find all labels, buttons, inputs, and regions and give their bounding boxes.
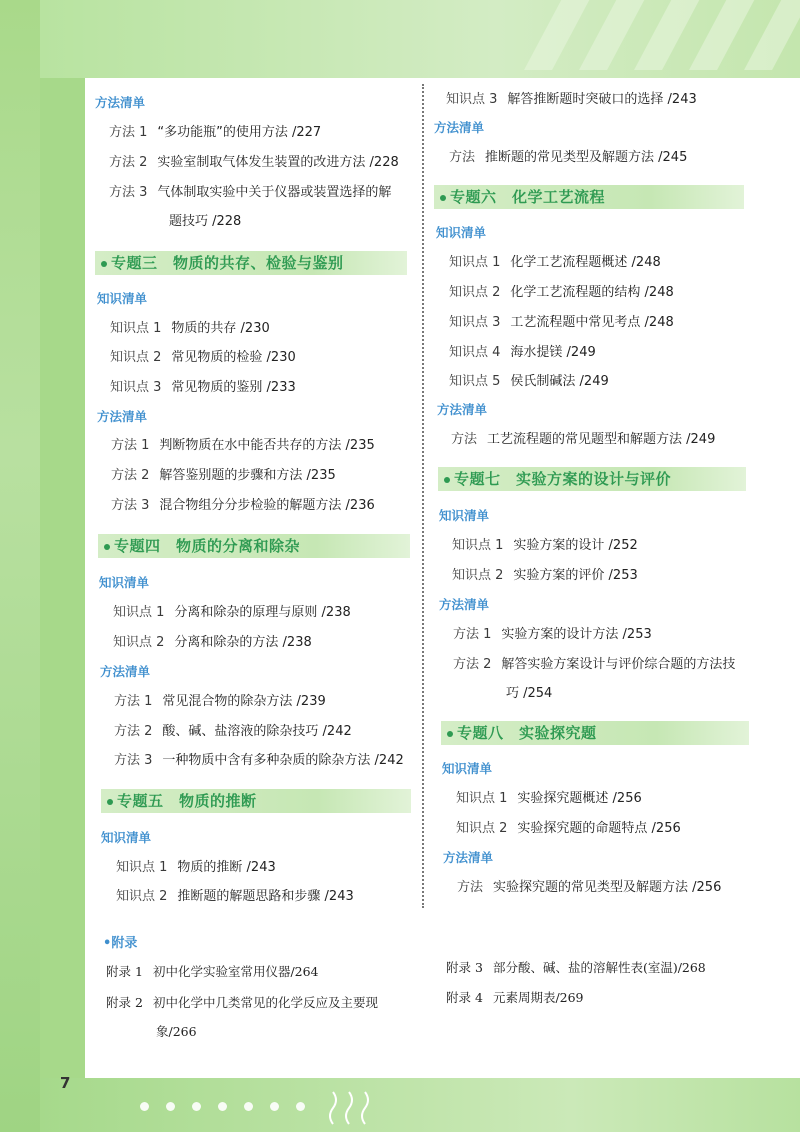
toc-entry[interactable] — [452, 534, 638, 553]
toc-entry[interactable] — [116, 856, 276, 875]
entry-label: 方法 3 — [111, 498, 150, 513]
page-number: 7 — [60, 1074, 71, 1092]
topic-header-7 — [438, 467, 746, 491]
topic-header-4 — [98, 534, 410, 558]
entry-text: 解答实验方案设计与评价综合题的方法技 — [501, 657, 736, 672]
toc-entry[interactable] — [109, 151, 399, 170]
entry-text: 推断题的常见类型及解题方法 /245 — [485, 150, 688, 165]
entry-text: 海水提镁 /249 — [510, 345, 596, 360]
entry-label: 知识点 1 — [110, 321, 162, 336]
section-header-methods: 方法清单 — [97, 409, 148, 424]
entry-label: 方法 2 — [111, 468, 150, 483]
entry-label: 知识点 3 — [446, 92, 498, 107]
entry-text: 物质的共存 /230 — [171, 321, 270, 336]
entry-label: 方法 1 — [111, 438, 150, 453]
toc-entry[interactable] — [111, 494, 375, 513]
section-header-knowledge: 知识清单 — [436, 225, 487, 240]
bullet-dot-icon — [104, 544, 110, 550]
entry-text: 实验探究题概述 /256 — [517, 791, 642, 806]
section-header-methods: 方法清单 — [95, 95, 146, 110]
entry-label: 知识点 2 — [456, 821, 508, 836]
entry-text: 分离和除杂的原理与原则 /238 — [174, 605, 351, 620]
section-header-methods: 方法清单 — [100, 664, 151, 679]
entry-label: 知识点 2 — [452, 568, 504, 583]
entry-label: 方法 1 — [109, 125, 148, 140]
entry-label: 知识点 2 — [116, 889, 168, 904]
toc-entry[interactable] — [457, 876, 721, 895]
toc-entry[interactable] — [452, 564, 638, 583]
topic-title: 专题六 化学工艺流程 — [450, 188, 606, 206]
toc-entry[interactable] — [449, 281, 674, 300]
toc-entry[interactable] — [113, 601, 351, 620]
toc-entry[interactable] — [449, 370, 609, 389]
entry-text: 侯氏制碱法 /249 — [510, 374, 609, 389]
entry-text: 初中化学中几类常见的化学反应及主要现 — [152, 995, 378, 1010]
bullet-dot-icon — [101, 261, 107, 267]
entry-label: 附录 3 — [446, 960, 483, 975]
entry-label: 方法 3 — [109, 185, 148, 200]
entry-text: 酸、碱、盐溶液的除杂技巧 /242 — [162, 724, 352, 739]
entry-label: 知识点 3 — [449, 315, 501, 330]
section-header-knowledge: 知识清单 — [442, 761, 493, 776]
entry-label: 知识点 5 — [449, 374, 501, 389]
appendix-entry[interactable] — [446, 958, 706, 976]
entry-text: 化学工艺流程题的结构 /248 — [510, 285, 674, 300]
toc-entry[interactable] — [446, 88, 697, 107]
section-header-methods: 方法清单 — [439, 597, 490, 612]
entry-label: 知识点 2 — [110, 350, 162, 365]
section-header-knowledge: 知识清单 — [97, 291, 148, 306]
toc-entry[interactable] — [451, 428, 715, 447]
entry-text: 物质的推断 /243 — [177, 860, 276, 875]
entry-label: 附录 4 — [446, 990, 483, 1005]
toc-entry[interactable] — [116, 885, 354, 904]
bottom-dots-decor — [140, 1096, 322, 1115]
entry-label: 方法 — [449, 150, 476, 165]
toc-entry[interactable] — [449, 146, 687, 165]
bullet-dot-icon — [107, 799, 113, 805]
entry-text: 化学工艺流程题概述 /248 — [510, 255, 661, 270]
entry-text: 实验方案的设计方法 /253 — [501, 627, 652, 642]
entry-text: 常见混合物的除杂方法 /239 — [162, 694, 326, 709]
toc-entry[interactable] — [449, 311, 674, 330]
entry-label: 附录 2 — [106, 995, 143, 1010]
entry-label: 知识点 1 — [113, 605, 165, 620]
entry-text: 工艺流程题的常见题型和解题方法 /249 — [487, 432, 716, 447]
entry-label: 方法 — [457, 880, 484, 895]
entry-label: 方法 2 — [114, 724, 153, 739]
entry-label: 知识点 2 — [449, 285, 501, 300]
entry-text: 部分酸、碱、盐的溶解性表(室温)/268 — [492, 960, 706, 975]
section-header-knowledge: 知识清单 — [101, 830, 152, 845]
entry-label: 方法 1 — [453, 627, 492, 642]
entry-continuation: 题技巧 /228 — [169, 214, 242, 229]
toc-entry[interactable] — [456, 787, 642, 806]
entry-text: 混合物组分分步检验的解题方法 /236 — [159, 498, 375, 513]
section-header-knowledge: 知识清单 — [99, 575, 150, 590]
section-header-methods: 方法清单 — [434, 120, 485, 135]
entry-text: 一种物质中含有多种杂质的除杂方法 /242 — [162, 753, 404, 768]
toc-entry[interactable] — [111, 464, 336, 483]
entry-label: 知识点 2 — [113, 635, 165, 650]
toc-entry[interactable] — [449, 341, 596, 360]
entry-label: 知识点 1 — [456, 791, 508, 806]
entry-text: 解答推断题时突破口的选择 /243 — [507, 92, 697, 107]
topic-title: 专题八 实验探究题 — [457, 724, 597, 742]
toc-entry[interactable] — [110, 346, 296, 365]
bullet-dot-icon — [447, 731, 453, 737]
toc-entry[interactable] — [114, 749, 404, 768]
entry-continuation: 巧 /254 — [506, 686, 553, 701]
entry-text: 解答鉴别题的步骤和方法 /235 — [159, 468, 336, 483]
entry-label: 知识点 1 — [116, 860, 168, 875]
appendix-entry[interactable] — [106, 993, 378, 1011]
topic-header-3 — [95, 251, 407, 275]
entry-label: 方法 1 — [114, 694, 153, 709]
entry-label: 知识点 4 — [449, 345, 501, 360]
appendix-header: •附录 — [103, 936, 138, 951]
toc-entry[interactable] — [111, 434, 375, 453]
toc-entry[interactable] — [110, 376, 296, 395]
topic-title: 专题七 实验方案的设计与评价 — [454, 470, 672, 488]
entry-text: 气体制取实验中关于仪器或装置选择的解 — [157, 185, 392, 200]
section-header-knowledge: 知识清单 — [439, 508, 490, 523]
entry-text: 实验室制取气体发生装置的改进方法 /228 — [157, 155, 399, 170]
bullet-dot-icon — [440, 195, 446, 201]
toc-entry[interactable] — [109, 181, 391, 200]
topic-header-6 — [434, 185, 744, 209]
entry-text: “多功能瓶”的使用方法 /227 — [157, 125, 322, 140]
toc-entry[interactable] — [453, 623, 652, 642]
entry-text: 实验方案的评价 /253 — [513, 568, 638, 583]
topic-header-8 — [441, 721, 749, 745]
entry-text: 实验探究题的常见类型及解题方法 /256 — [493, 880, 722, 895]
entry-text: 常见物质的检验 /230 — [171, 350, 296, 365]
toc-entry[interactable] — [109, 121, 321, 140]
entry-label: 方法 3 — [114, 753, 153, 768]
entry-text: 判断物质在水中能否共存的方法 /235 — [159, 438, 375, 453]
left-decor-strip — [40, 78, 85, 1078]
bullet-dot-icon — [444, 477, 450, 483]
toc-entry[interactable] — [449, 251, 661, 270]
entry-text: 常见物质的鉴别 /233 — [171, 380, 296, 395]
wave-decor-icon — [325, 1090, 385, 1126]
entry-label: 附录 1 — [106, 964, 143, 979]
entry-text: 分离和除杂的方法 /238 — [174, 635, 312, 650]
entry-label: 方法 2 — [453, 657, 492, 672]
toc-entry[interactable] — [114, 690, 326, 709]
entry-text: 推断题的解题思路和步骤 /243 — [177, 889, 354, 904]
appendix-entry[interactable] — [446, 988, 584, 1006]
entry-label: 知识点 1 — [449, 255, 501, 270]
entry-label: 知识点 1 — [452, 538, 504, 553]
entry-text: 实验方案的设计 /252 — [513, 538, 638, 553]
column-divider — [422, 84, 424, 908]
section-header-methods: 方法清单 — [443, 850, 494, 865]
entry-text: 实验探究题的命题特点 /256 — [517, 821, 681, 836]
entry-text: 元素周期表/269 — [492, 990, 584, 1005]
entry-label: 知识点 3 — [110, 380, 162, 395]
toc-entry[interactable] — [453, 653, 735, 672]
topic-title: 专题三 物质的共存、检验与鉴别 — [111, 254, 344, 272]
toc-entry[interactable] — [113, 631, 312, 650]
topic-title: 专题五 物质的推断 — [117, 792, 257, 810]
topic-title: 专题四 物质的分离和除杂 — [114, 537, 301, 555]
entry-continuation: 象/266 — [156, 1024, 197, 1039]
entry-text: 初中化学实验室常用仪器/264 — [152, 964, 319, 979]
top-stripes-decor — [520, 0, 800, 70]
toc-entry[interactable] — [114, 720, 352, 739]
entry-label: 方法 2 — [109, 155, 148, 170]
section-header-methods: 方法清单 — [437, 402, 488, 417]
toc-entry[interactable] — [456, 817, 681, 836]
entry-text: 工艺流程题中常见考点 /248 — [510, 315, 674, 330]
appendix-title: 附录 — [111, 936, 138, 951]
entry-label: 方法 — [451, 432, 478, 447]
topic-header-5 — [101, 789, 411, 813]
appendix-entry[interactable] — [106, 962, 319, 980]
toc-entry[interactable] — [110, 317, 270, 336]
